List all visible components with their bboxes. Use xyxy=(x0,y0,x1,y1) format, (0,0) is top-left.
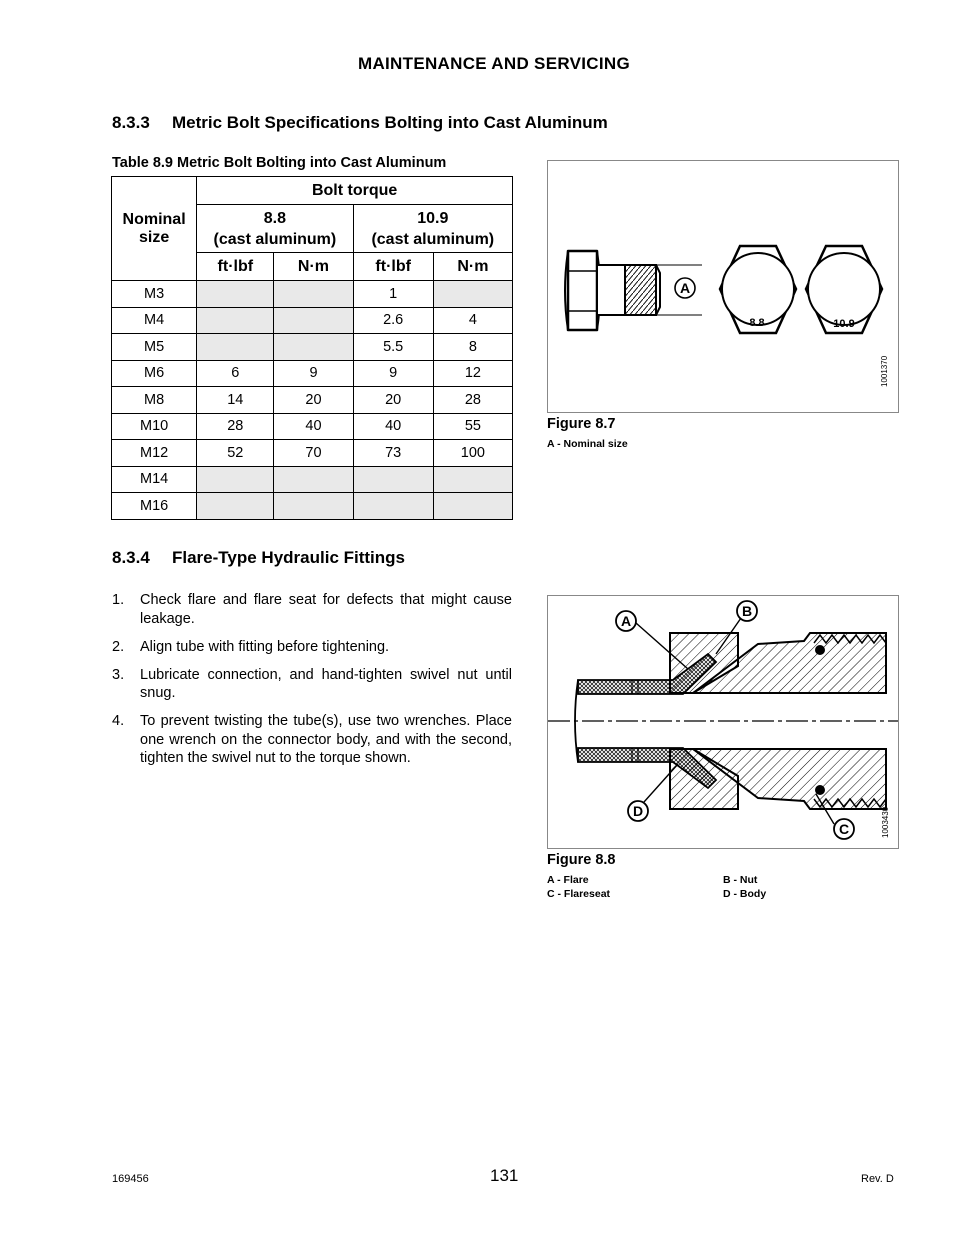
section-heading-8-3-3 xyxy=(112,113,608,133)
cell-size: M16 xyxy=(112,493,197,520)
grade-10-9-note: (cast aluminum) xyxy=(371,230,495,248)
callout-a-label: A xyxy=(620,613,632,629)
cell-nm-10-9: 55 xyxy=(433,413,512,440)
figure-8-8-flare-fitting-illustration xyxy=(547,595,899,849)
cell-size: M12 xyxy=(112,440,197,467)
cell-ftlbf-8-8 xyxy=(197,334,274,361)
table-row xyxy=(112,440,513,467)
cell-size: M6 xyxy=(112,360,197,387)
figure-8-8-legend-d: D - Body xyxy=(723,888,767,900)
table-row xyxy=(112,281,513,308)
grade-10-9-label: 10.9 xyxy=(417,209,449,227)
callout-d-label: D xyxy=(632,803,644,819)
list-item xyxy=(112,666,512,703)
table-row xyxy=(112,334,513,361)
step-number: 3. xyxy=(112,666,125,683)
bolt-side-view xyxy=(565,251,660,330)
header-ftlbf-10-9: ft·lbf xyxy=(353,253,433,281)
callout-a-label: A xyxy=(679,280,691,296)
cell-ftlbf-10-9: 1 xyxy=(353,281,433,308)
table-caption: Table 8.9 Metric Bolt Bolting into Cast Aluminum xyxy=(112,155,447,171)
figure-id: 1003430 xyxy=(881,806,890,838)
cell-ftlbf-8-8 xyxy=(197,493,274,520)
header-nm-8-8: N·m xyxy=(274,253,353,281)
table-row xyxy=(112,387,513,414)
cell-nm-8-8 xyxy=(274,307,353,334)
header-grade-8-8 xyxy=(197,205,353,253)
figure-8-8-caption: Figure 8.8 xyxy=(547,852,616,868)
cell-ftlbf-8-8 xyxy=(197,307,274,334)
cell-ftlbf-8-8: 6 xyxy=(197,360,274,387)
bolt-head-10-9 xyxy=(806,246,882,333)
bolt-torque-table xyxy=(111,176,513,520)
page-header: MAINTENANCE AND SERVICING xyxy=(358,54,630,73)
cell-ftlbf-8-8 xyxy=(197,281,274,308)
cell-nm-8-8 xyxy=(274,281,353,308)
procedure-steps xyxy=(112,591,512,777)
cell-nm-10-9: 100 xyxy=(433,440,512,467)
figure-8-8-legend-b: B - Nut xyxy=(723,874,758,886)
section-title: Flare-Type Hydraulic Fittings xyxy=(172,548,406,567)
list-item xyxy=(112,591,512,628)
step-text: Check flare and flare seat for defects that might cause leakage. xyxy=(140,592,512,627)
table-row xyxy=(112,493,513,520)
cell-ftlbf-10-9: 73 xyxy=(353,440,433,467)
cell-ftlbf-8-8: 52 xyxy=(197,440,274,467)
section-heading-8-3-4 xyxy=(112,548,405,568)
step-text: Align tube with fitting before tightening. xyxy=(140,638,390,655)
figure-8-7-legend-a: A - Nominal size xyxy=(547,438,628,450)
grade-8-8-label: 8.8 xyxy=(263,209,287,227)
grade-marking-10-9: 10.9 xyxy=(833,318,855,330)
cell-ftlbf-10-9: 20 xyxy=(353,387,433,414)
header-ftlbf-8-8: ft·lbf xyxy=(197,253,274,281)
grade-marking-8-8: 8.8 xyxy=(749,317,765,329)
cell-size: M5 xyxy=(112,334,197,361)
list-item xyxy=(112,712,512,768)
cell-size: M8 xyxy=(112,387,197,414)
cell-size: M10 xyxy=(112,413,197,440)
cell-nm-10-9: 4 xyxy=(433,307,512,334)
step-text: Lubricate connection, and hand-tighten swivel nut until snug. xyxy=(140,666,512,701)
figure-8-7-bolt-illustration xyxy=(547,160,899,413)
step-number: 2. xyxy=(112,638,125,655)
cell-nm-10-9 xyxy=(433,493,512,520)
cell-nm-8-8 xyxy=(274,466,353,493)
section-title: Metric Bolt Specifications Bolting into Cast Aluminum xyxy=(172,113,608,132)
header-bolt-torque: Bolt torque xyxy=(197,177,513,205)
cell-nm-10-9: 28 xyxy=(433,387,512,414)
header-nominal-size: Nominal size xyxy=(112,177,197,281)
bolt-head-8-8 xyxy=(720,246,796,333)
section-number: 8.3.3 xyxy=(112,113,150,132)
figure-8-8-legend-a: A - Flare xyxy=(547,874,589,886)
header-grade-10-9 xyxy=(353,205,512,253)
cell-ftlbf-8-8 xyxy=(197,466,274,493)
callout-b-label: B xyxy=(741,603,753,619)
header-nm-10-9: N·m xyxy=(433,253,512,281)
cell-size: M4 xyxy=(112,307,197,334)
grade-8-8-note: (cast aluminum) xyxy=(213,230,337,248)
cell-nm-8-8 xyxy=(274,493,353,520)
figure-8-7-caption: Figure 8.7 xyxy=(547,416,616,432)
cell-ftlbf-8-8: 14 xyxy=(197,387,274,414)
cell-nm-10-9 xyxy=(433,466,512,493)
table-row xyxy=(112,307,513,334)
cell-ftlbf-10-9: 5.5 xyxy=(353,334,433,361)
footer-doc-number: 169456 xyxy=(112,1173,149,1185)
step-number: 4. xyxy=(112,713,125,729)
cell-ftlbf-10-9: 40 xyxy=(353,413,433,440)
footer-revision: Rev. D xyxy=(861,1173,894,1185)
table-row xyxy=(112,413,513,440)
cell-nm-8-8: 70 xyxy=(274,440,353,467)
step-text: To prevent twisting the tube(s), use two wrenches. Place one wrench on the connector body, and with the second, tighten the swivel nut to the torque shown. xyxy=(140,713,512,766)
cell-ftlbf-10-9 xyxy=(353,493,433,520)
table-row xyxy=(112,466,513,493)
cell-nm-8-8: 20 xyxy=(274,387,353,414)
cell-ftlbf-10-9 xyxy=(353,466,433,493)
step-number: 1. xyxy=(112,592,125,608)
cell-size: M14 xyxy=(112,466,197,493)
cell-ftlbf-8-8: 28 xyxy=(197,413,274,440)
table-row xyxy=(112,360,513,387)
cell-nm-8-8: 9 xyxy=(274,360,353,387)
cell-size: M3 xyxy=(112,281,197,308)
cell-nm-10-9: 12 xyxy=(433,360,512,387)
cell-nm-8-8 xyxy=(274,334,353,361)
cell-nm-10-9: 8 xyxy=(433,334,512,361)
figure-id: 1001370 xyxy=(880,355,889,387)
figure-8-8-legend-c: C - Flareseat xyxy=(547,888,611,900)
cell-ftlbf-10-9: 9 xyxy=(353,360,433,387)
cell-ftlbf-10-9: 2.6 xyxy=(353,307,433,334)
callout-c-label: C xyxy=(838,821,850,837)
section-number: 8.3.4 xyxy=(112,548,150,567)
list-item xyxy=(112,638,512,657)
cell-nm-10-9 xyxy=(433,281,512,308)
cell-nm-8-8: 40 xyxy=(274,413,353,440)
footer-page-number: 131 xyxy=(490,1166,519,1185)
